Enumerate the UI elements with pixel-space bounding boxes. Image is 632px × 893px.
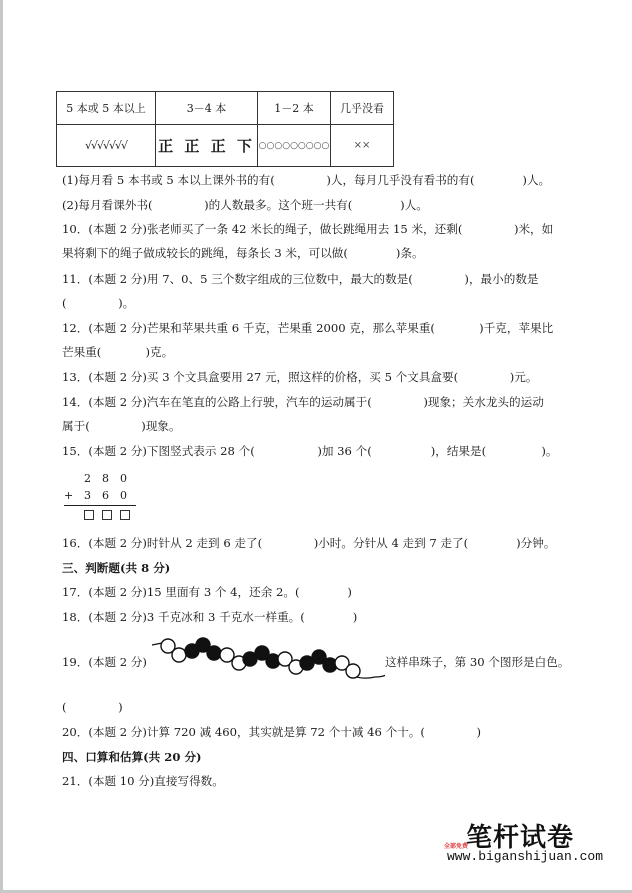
- question-15: 15．(本题 2 分)下图竖式表示 28 个( )加 36 个( )，结果是( )。: [62, 444, 558, 458]
- tally-marks-3-4: 正 正 正 下: [156, 125, 258, 167]
- tally-table: [56, 91, 394, 167]
- page-frame-left: [0, 0, 3, 893]
- tally-header-1-2: 1－2 本: [258, 92, 331, 125]
- vertical-row-2: [62, 489, 132, 506]
- logo-url: www.biganshijuan.com: [447, 849, 604, 864]
- vertical-addition: [62, 472, 132, 506]
- question-19-text: 这样串珠子，第 30 个图形是白色。: [385, 655, 570, 669]
- question-11-line-1: 11．(本题 2 分)用 7、0、5 三个数字组成的三位数中，最大的数是( )，最小的数是: [62, 272, 539, 286]
- answer-box: [102, 510, 112, 520]
- answer-box: [84, 510, 94, 520]
- tally-header-5plus: 5 本或 5 本以上: [57, 92, 156, 125]
- question-20: 20．(本题 2 分)计算 720 减 460，其实就是算 72 个十减 46 个十。( ): [62, 725, 482, 739]
- question-13: 13．(本题 2 分)买 3 个文具盒要用 27 元，照这样的价格，买 5 个文具盒要( )元。: [62, 370, 538, 384]
- question-16: 16．(本题 2 分)时针从 2 走到 6 走了( )小时。分针从 4 走到 7 走了( )分钟。: [62, 536, 556, 550]
- logo-free-badge: 全部免费: [444, 843, 469, 850]
- sum-rule: [64, 505, 136, 506]
- question-19-answer-blank: ( ): [62, 700, 123, 714]
- bead-string-figure: [150, 635, 385, 687]
- question-21: 21．(本题 10 分)直接写得数。: [62, 774, 224, 788]
- digit: 0: [120, 472, 127, 485]
- question-19-label: 19．(本题 2 分): [62, 655, 147, 669]
- question-9-1: (1)每月看 5 本书或 5 本以上课外书的有( )人，每月几乎没有看书的有( )人。: [62, 173, 551, 187]
- tally-header-3-4: 3－4 本: [156, 92, 258, 125]
- tally-header-none: 几乎没看: [331, 92, 394, 125]
- tally-marks-5plus: √√√√√√√: [57, 125, 156, 167]
- question-10-line-2: 果将剩下的绳子做成较长的跳绳，每条长 3 米，可以做( )条。: [62, 246, 424, 260]
- tally-header-row: [57, 92, 394, 125]
- digit: 2: [84, 472, 91, 485]
- vertical-row-1: [62, 472, 132, 489]
- tally-marks-1-2: ○○○○○○○○○: [258, 125, 331, 167]
- question-14-line-1: 14．(本题 2 分)汽车在笔直的公路上行驶，汽车的运动属于( )现象；关水龙头的运动: [62, 395, 544, 409]
- question-18: 18．(本题 2 分)3 千克冰和 3 千克水一样重。( ): [62, 610, 358, 624]
- digit: 3: [84, 489, 91, 502]
- question-17: 17．(本题 2 分)15 里面有 3 个 4，还余 2。( ): [62, 585, 352, 599]
- answer-box: [120, 510, 130, 520]
- question-9-2: (2)每月看课外书( )的人数最多。这个班一共有( )人。: [62, 198, 428, 212]
- tally-marks-none: ××: [331, 125, 394, 167]
- tally-marks-row: [57, 125, 394, 167]
- question-12-line-1: 12．(本题 2 分)芒果和苹果共重 6 千克，芒果重 2000 克，那么苹果重( )千克，苹果比: [62, 321, 554, 335]
- question-11-line-2: ( )。: [62, 296, 135, 310]
- question-14-line-2: 属于( )现象。: [62, 419, 181, 433]
- section-3-heading: 三、判断题(共 8 分): [62, 561, 171, 575]
- question-12-line-2: 芒果重( )克。: [62, 345, 174, 359]
- question-10-line-1: 10．(本题 2 分)张老师买了一条 42 米长的绳子，做长跳绳用去 15 米，还剩( )米，如: [62, 222, 554, 236]
- plus-operator: +: [64, 489, 74, 502]
- digit: 0: [120, 489, 127, 502]
- bigan-shijuan-logo: [444, 817, 614, 867]
- digit: 6: [102, 489, 109, 502]
- logo-title: 笔杆试卷: [466, 823, 575, 853]
- digit: 8: [102, 472, 109, 485]
- section-4-heading: 四、口算和估算(共 20 分): [62, 750, 202, 764]
